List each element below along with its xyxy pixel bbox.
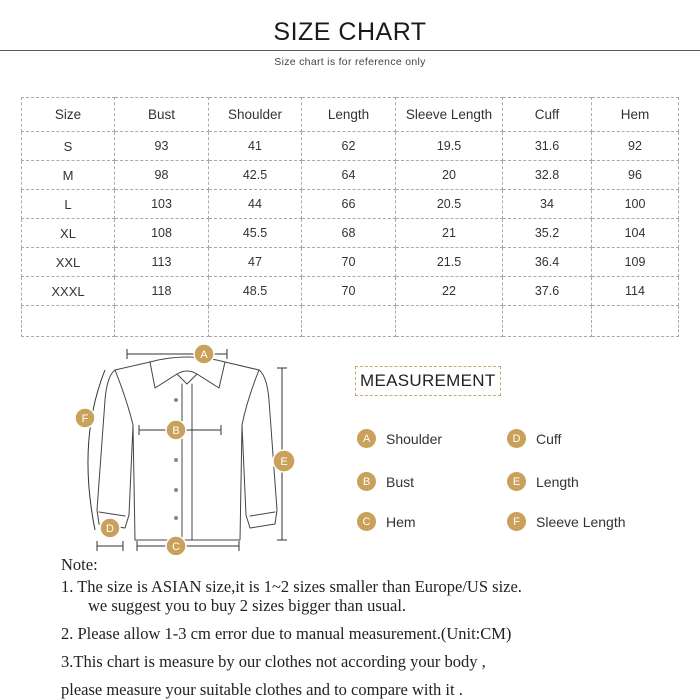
column-header: Hem bbox=[592, 98, 679, 132]
table-cell: 70 bbox=[302, 277, 396, 306]
column-header: Bust bbox=[115, 98, 209, 132]
svg-text:A: A bbox=[200, 349, 208, 361]
measurement-heading: MEASUREMENT bbox=[355, 366, 501, 396]
shirt-outline bbox=[97, 357, 277, 540]
column-header: Length bbox=[302, 98, 396, 132]
table-cell: 104 bbox=[592, 219, 679, 248]
table-cell: 108 bbox=[115, 219, 209, 248]
svg-text:D: D bbox=[106, 523, 114, 535]
table-cell: 93 bbox=[115, 132, 209, 161]
table-cell: 41 bbox=[209, 132, 302, 161]
notes-heading: Note: bbox=[61, 555, 98, 574]
table-cell: 96 bbox=[592, 161, 679, 190]
marker-d-icon: D bbox=[507, 429, 526, 448]
table-cell: 109 bbox=[592, 248, 679, 277]
table-cell: 70 bbox=[302, 248, 396, 277]
legend-item-length bbox=[507, 472, 579, 491]
marker-a-icon bbox=[194, 344, 214, 364]
size-table bbox=[21, 97, 679, 337]
note-line: please measure your suitable clothes and to compare with it . bbox=[61, 680, 463, 699]
legend-label: Length bbox=[536, 473, 579, 490]
marker-e-icon bbox=[273, 450, 295, 472]
svg-text:C: C bbox=[172, 541, 180, 553]
table-header-row bbox=[22, 98, 679, 132]
measure-markers bbox=[75, 344, 295, 555]
table-cell: 118 bbox=[115, 277, 209, 306]
column-header: Cuff bbox=[503, 98, 592, 132]
legend-label: Hem bbox=[386, 513, 416, 530]
table-row bbox=[22, 190, 679, 219]
table-cell: 64 bbox=[302, 161, 396, 190]
legend-item-cuff bbox=[507, 429, 561, 448]
marker-c-icon bbox=[166, 536, 186, 555]
table-cell: XXL bbox=[22, 248, 115, 277]
legend-item-hem bbox=[357, 512, 416, 531]
table-cell: XL bbox=[22, 219, 115, 248]
legend-label: Shoulder bbox=[386, 430, 443, 447]
table-row bbox=[22, 132, 679, 161]
marker-b-icon: B bbox=[357, 472, 376, 491]
table-cell: 21 bbox=[396, 219, 503, 248]
table-cell: 98 bbox=[115, 161, 209, 190]
svg-text:F: F bbox=[81, 413, 89, 425]
note-line: 3.This chart is measure by our clothes not according your body , bbox=[61, 652, 486, 671]
table-cell: 34 bbox=[503, 190, 592, 219]
legend-label: Sleeve Length bbox=[536, 513, 626, 530]
column-header: Shoulder bbox=[209, 98, 302, 132]
marker-f-icon: F bbox=[507, 512, 526, 531]
note-line: we suggest you to buy 2 sizes bigger than usual. bbox=[88, 596, 407, 615]
table-cell: 42.5 bbox=[209, 161, 302, 190]
table-cell: 62 bbox=[302, 132, 396, 161]
table-cell: 92 bbox=[592, 132, 679, 161]
legend-label: Cuff bbox=[536, 430, 562, 447]
legend-label: Bust bbox=[386, 473, 415, 490]
table-cell: 48.5 bbox=[209, 277, 302, 306]
marker-a-icon: A bbox=[357, 429, 376, 448]
marker-b-icon bbox=[166, 420, 186, 440]
table-cell: 114 bbox=[592, 277, 679, 306]
table-cell: 21.5 bbox=[396, 248, 503, 277]
table-cell: 19.5 bbox=[396, 132, 503, 161]
table-cell: 20 bbox=[396, 161, 503, 190]
shirt-diagram bbox=[55, 340, 325, 555]
table-cell: 36.4 bbox=[503, 248, 592, 277]
table-row bbox=[22, 248, 679, 277]
legend-item-sleeve-length bbox=[507, 512, 626, 531]
svg-text:E: E bbox=[280, 456, 288, 468]
note-line: 2. Please allow 1-3 cm error due to manual measurement.(Unit:CM) bbox=[61, 624, 512, 643]
table-cell: 47 bbox=[209, 248, 302, 277]
table-cell: M bbox=[22, 161, 115, 190]
table-cell: 37.6 bbox=[503, 277, 592, 306]
column-header: Size bbox=[22, 98, 115, 132]
table-blank-row bbox=[22, 306, 679, 337]
table-cell: 35.2 bbox=[503, 219, 592, 248]
table-cell: 66 bbox=[302, 190, 396, 219]
table-cell: 31.6 bbox=[503, 132, 592, 161]
page-title: SIZE CHART bbox=[273, 18, 427, 46]
table-cell: 44 bbox=[209, 190, 302, 219]
legend-item-bust bbox=[357, 472, 414, 491]
marker-c-icon: C bbox=[357, 512, 376, 531]
table-cell: 100 bbox=[592, 190, 679, 219]
page-subtitle: Size chart is for reference only bbox=[274, 56, 426, 68]
table-cell: 22 bbox=[396, 277, 503, 306]
table-cell: S bbox=[22, 132, 115, 161]
table-cell: 68 bbox=[302, 219, 396, 248]
legend-item-shoulder bbox=[357, 429, 442, 448]
marker-e-icon: E bbox=[507, 472, 526, 491]
svg-text:B: B bbox=[172, 425, 180, 437]
table-cell: 20.5 bbox=[396, 190, 503, 219]
table-row bbox=[22, 277, 679, 306]
table-cell: 113 bbox=[115, 248, 209, 277]
marker-f-icon bbox=[75, 408, 95, 428]
table-cell: L bbox=[22, 190, 115, 219]
table-row bbox=[22, 219, 679, 248]
table-cell: XXXL bbox=[22, 277, 115, 306]
shirt-buttons bbox=[174, 398, 178, 520]
marker-d-icon bbox=[100, 518, 120, 538]
table-cell: 45.5 bbox=[209, 219, 302, 248]
column-header: Sleeve Length bbox=[396, 98, 503, 132]
table-cell: 103 bbox=[115, 190, 209, 219]
table-row bbox=[22, 161, 679, 190]
note-line: 1. The size is ASIAN size,it is 1~2 sizes smaller than Europe/US size. bbox=[61, 577, 522, 596]
title-divider bbox=[0, 50, 700, 51]
table-cell: 32.8 bbox=[503, 161, 592, 190]
